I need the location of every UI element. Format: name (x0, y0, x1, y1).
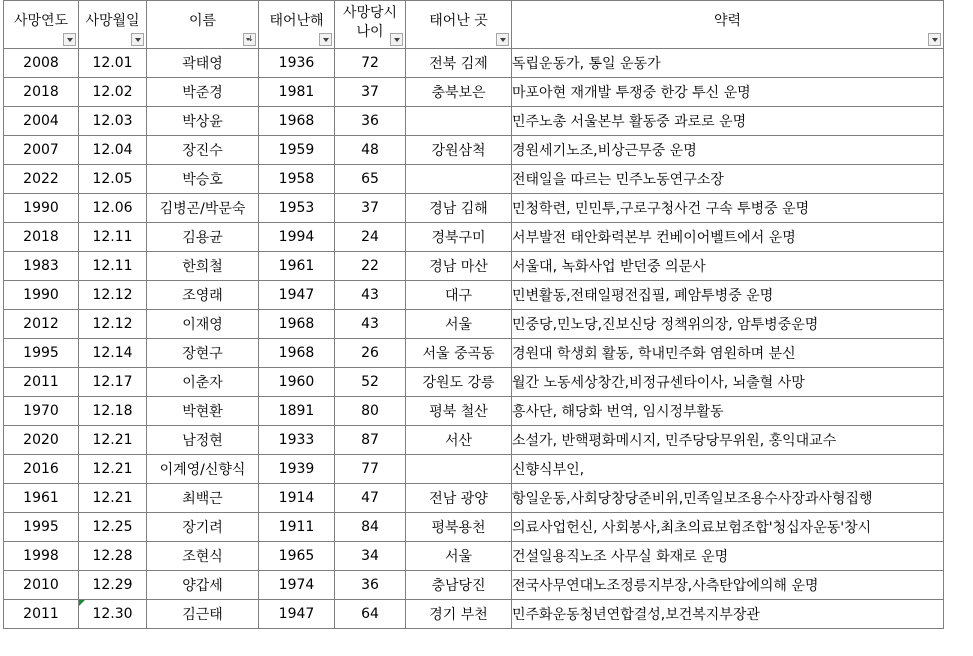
cell-birth[interactable]: 1959 (259, 136, 335, 165)
cell-bio[interactable]: 의료사업헌신, 사회봉사,최초의료보험조합'청십자운동'창시 (512, 513, 944, 542)
cell-year[interactable]: 1995 (4, 339, 79, 368)
cell-year[interactable]: 2011 (4, 368, 79, 397)
cell-birth[interactable]: 1947 (259, 600, 335, 629)
cell-date[interactable]: 12.30 (79, 600, 147, 629)
table-row[interactable] (4, 78, 944, 107)
cell-date[interactable]: 12.14 (79, 339, 147, 368)
cell-name[interactable]: 양갑세 (147, 571, 259, 600)
cell-bio[interactable]: 전태일을 따르는 민주노동연구소장 (512, 165, 944, 194)
cell-date[interactable]: 12.17 (79, 368, 147, 397)
table-row[interactable] (4, 542, 944, 571)
table-row[interactable] (4, 455, 944, 484)
cell-date[interactable]: 12.12 (79, 310, 147, 339)
cell-name[interactable]: 박현환 (147, 397, 259, 426)
cell-birth[interactable]: 1965 (259, 542, 335, 571)
header-date-label: 사망월일 (85, 13, 140, 29)
cell-birth[interactable]: 1968 (259, 310, 335, 339)
cell-age[interactable]: 52 (335, 368, 406, 397)
cell-date[interactable]: 12.21 (79, 426, 147, 455)
cell-name[interactable]: 남정현 (147, 426, 259, 455)
cell-name[interactable]: 김용균 (147, 223, 259, 252)
cell-place[interactable] (406, 107, 512, 136)
cell-bio[interactable]: 민주화운동청년연합결성,보건복지부장관 (512, 600, 944, 629)
header-age[interactable] (335, 1, 406, 49)
table-row[interactable] (4, 223, 944, 252)
table-row[interactable] (4, 252, 944, 281)
cell-bio[interactable]: 경원대 학생회 활동, 학내민주화 염원하며 분신 (512, 339, 944, 368)
table-body (4, 49, 944, 629)
cell-year[interactable]: 1998 (4, 542, 79, 571)
cell-age[interactable]: 48 (335, 136, 406, 165)
filter-dropdown-icon[interactable] (496, 33, 509, 46)
cell-year[interactable]: 1990 (4, 194, 79, 223)
cell-name[interactable]: 박상윤 (147, 107, 259, 136)
table-row[interactable] (4, 571, 944, 600)
cell-bio[interactable]: 신향식부인, (512, 455, 944, 484)
cell-place[interactable]: 대구 (406, 281, 512, 310)
cell-name[interactable]: 박승호 (147, 165, 259, 194)
header-name-label: 이름 (188, 13, 217, 29)
cell-bio[interactable]: 경원세기노조,비상근무중 운명 (512, 136, 944, 165)
cell-age[interactable]: 87 (335, 426, 406, 455)
filter-dropdown-icon[interactable] (319, 33, 332, 46)
cell-year[interactable]: 2007 (4, 136, 79, 165)
cell-age[interactable]: 37 (335, 194, 406, 223)
table-row[interactable] (4, 136, 944, 165)
table-row[interactable] (4, 49, 944, 78)
cell-bio[interactable]: 민변활동,전태일평전집필, 폐암투병중 운명 (512, 281, 944, 310)
filter-dropdown-icon[interactable] (131, 33, 144, 46)
cell-bio[interactable]: 건설일용직노조 사무실 화재로 운명 (512, 542, 944, 571)
cell-date[interactable]: 12.18 (79, 397, 147, 426)
cell-place[interactable]: 충북보은 (406, 78, 512, 107)
cell-birth[interactable]: 1891 (259, 397, 335, 426)
cell-date[interactable]: 12.05 (79, 165, 147, 194)
cell-bio[interactable]: 소설가, 반핵평화메시지, 민주당당무위원, 홍익대교수 (512, 426, 944, 455)
table-row[interactable] (4, 426, 944, 455)
spreadsheet-table (3, 0, 944, 629)
cell-year[interactable]: 1961 (4, 484, 79, 513)
cell-year[interactable]: 2018 (4, 223, 79, 252)
cell-date[interactable]: 12.28 (79, 542, 147, 571)
cell-place[interactable]: 경북구미 (406, 223, 512, 252)
cell-place[interactable]: 경남 마산 (406, 252, 512, 281)
cell-name[interactable]: 이계영/신향식 (147, 455, 259, 484)
cell-birth[interactable]: 1953 (259, 194, 335, 223)
cell-age[interactable]: 26 (335, 339, 406, 368)
cell-birth[interactable]: 1994 (259, 223, 335, 252)
cell-year[interactable]: 2004 (4, 107, 79, 136)
cell-birth[interactable]: 1936 (259, 49, 335, 78)
cell-birth[interactable]: 1947 (259, 281, 335, 310)
cell-age[interactable]: 77 (335, 455, 406, 484)
cell-bio[interactable]: 서울대, 녹화사업 받던중 의문사 (512, 252, 944, 281)
cell-place[interactable]: 경남 김해 (406, 194, 512, 223)
cell-name[interactable]: 한희철 (147, 252, 259, 281)
filter-sort-ascending-icon[interactable]: ↓ (243, 33, 256, 46)
header-name[interactable] (147, 1, 259, 49)
cell-place[interactable] (406, 165, 512, 194)
table-row[interactable] (4, 484, 944, 513)
cell-birth[interactable]: 1974 (259, 571, 335, 600)
cell-place[interactable]: 평북용천 (406, 513, 512, 542)
cell-year[interactable]: 2020 (4, 426, 79, 455)
cell-birth[interactable]: 1981 (259, 78, 335, 107)
cell-age[interactable]: 34 (335, 542, 406, 571)
cell-birth[interactable]: 1960 (259, 368, 335, 397)
cell-date[interactable]: 12.12 (79, 281, 147, 310)
cell-bio[interactable]: 서부발전 태안화력본부 컨베이어벨트에서 운명 (512, 223, 944, 252)
cell-year[interactable]: 2016 (4, 455, 79, 484)
table-row[interactable] (4, 281, 944, 310)
cell-year[interactable]: 2012 (4, 310, 79, 339)
cell-name[interactable]: 김병곤/박문숙 (147, 194, 259, 223)
cell-age[interactable]: 80 (335, 397, 406, 426)
cell-name[interactable]: 장진수 (147, 136, 259, 165)
cell-date[interactable]: 12.29 (79, 571, 147, 600)
cell-birth[interactable]: 1968 (259, 107, 335, 136)
cell-bio[interactable]: 민주노총 서울본부 활동중 과로로 운명 (512, 107, 944, 136)
cell-date[interactable]: 12.03 (79, 107, 147, 136)
cell-age[interactable]: 84 (335, 513, 406, 542)
cell-date[interactable]: 12.11 (79, 223, 147, 252)
cell-date[interactable]: 12.21 (79, 484, 147, 513)
cell-date[interactable]: 12.25 (79, 513, 147, 542)
header-year-label: 사망연도 (13, 13, 69, 29)
cell-age[interactable]: 22 (335, 252, 406, 281)
cell-year[interactable]: 1970 (4, 397, 79, 426)
cell-place[interactable]: 강원삼척 (406, 136, 512, 165)
cell-name[interactable]: 최백근 (147, 484, 259, 513)
header-year[interactable] (4, 1, 79, 49)
table-row[interactable] (4, 107, 944, 136)
cell-bio[interactable]: 독립운동가, 통일 운동가 (512, 49, 944, 78)
cell-place[interactable]: 경기 부천 (406, 600, 512, 629)
cell-place[interactable]: 전북 김제 (406, 49, 512, 78)
cell-year[interactable]: 2008 (4, 49, 79, 78)
cell-place[interactable] (406, 455, 512, 484)
header-place-label: 태어난 곳 (429, 13, 488, 29)
cell-year[interactable]: 1995 (4, 513, 79, 542)
cell-place[interactable]: 서산 (406, 426, 512, 455)
cell-year[interactable]: 2010 (4, 571, 79, 600)
cell-date[interactable]: 12.02 (79, 78, 147, 107)
cell-birth[interactable]: 1933 (259, 426, 335, 455)
cell-bio[interactable]: 민중당,민노당,진보신당 정책위의장, 암투병중운명 (512, 310, 944, 339)
cell-name[interactable]: 이춘자 (147, 368, 259, 397)
header-birth-label: 태어난해 (269, 13, 324, 29)
cell-bio[interactable]: 마포아현 재개발 투쟁중 한강 투신 운명 (512, 78, 944, 107)
cell-name[interactable]: 조현식 (147, 542, 259, 571)
header-bio-label: 약력 (713, 13, 742, 29)
filter-dropdown-icon[interactable] (390, 33, 403, 46)
cell-place[interactable]: 서울 (406, 542, 512, 571)
cell-year[interactable]: 2011 (4, 600, 79, 629)
cell-age[interactable]: 43 (335, 281, 406, 310)
cell-age[interactable]: 43 (335, 310, 406, 339)
cell-bio[interactable]: 전국사무연대노조정릉지부장,사측탄압에의해 운명 (512, 571, 944, 600)
header-age-label-line1: 사망당시 (342, 4, 398, 21)
cell-birth[interactable]: 1911 (259, 513, 335, 542)
cell-name[interactable]: 장현구 (147, 339, 259, 368)
cell-place[interactable]: 강원도 강릉 (406, 368, 512, 397)
cell-place[interactable]: 전남 광양 (406, 484, 512, 513)
cell-name[interactable]: 장기려 (147, 513, 259, 542)
cell-year[interactable]: 2022 (4, 165, 79, 194)
header-date[interactable] (79, 1, 147, 49)
cell-birth[interactable]: 1939 (259, 455, 335, 484)
cell-year[interactable]: 2018 (4, 78, 79, 107)
header-row (4, 1, 944, 49)
cell-birth[interactable]: 1968 (259, 339, 335, 368)
table-row[interactable] (4, 194, 944, 223)
cell-bio[interactable]: 민청학련, 민민투,구로구청사건 구속 투병중 운명 (512, 194, 944, 223)
cell-date[interactable]: 12.06 (79, 194, 147, 223)
filter-dropdown-icon[interactable] (63, 33, 76, 46)
table-row[interactable] (4, 513, 944, 542)
cell-name[interactable]: 박준경 (147, 78, 259, 107)
cell-age[interactable]: 37 (335, 78, 406, 107)
table-row[interactable] (4, 600, 944, 629)
cell-place[interactable]: 서울 중곡동 (406, 339, 512, 368)
cell-name[interactable]: 곽태영 (147, 49, 259, 78)
cell-age[interactable]: 36 (335, 571, 406, 600)
cell-bio[interactable]: 흥사단, 해당화 번역, 임시정부활동 (512, 397, 944, 426)
cell-bio[interactable]: 월간 노동세상창간,비정규센타이사, 뇌출혈 사망 (512, 368, 944, 397)
cell-date[interactable]: 12.21 (79, 455, 147, 484)
cell-bio[interactable]: 항일운동,사회당창당준비위,민족일보조용수사장과사형집행 (512, 484, 944, 513)
table-row[interactable] (4, 165, 944, 194)
header-place[interactable] (406, 1, 512, 49)
table-row[interactable] (4, 397, 944, 426)
cell-place[interactable]: 평북 철산 (406, 397, 512, 426)
cell-age[interactable]: 65 (335, 165, 406, 194)
cell-age[interactable]: 24 (335, 223, 406, 252)
cell-name[interactable]: 김근태 (147, 600, 259, 629)
cell-name[interactable]: 이재영 (147, 310, 259, 339)
header-age-label-line2: 나이 (356, 23, 384, 40)
table-row[interactable] (4, 310, 944, 339)
table-row[interactable] (4, 339, 944, 368)
header-bio[interactable] (512, 1, 944, 49)
cell-date[interactable]: 12.04 (79, 136, 147, 165)
cell-birth[interactable]: 1958 (259, 165, 335, 194)
header-birth[interactable] (259, 1, 335, 49)
table-row[interactable] (4, 368, 944, 397)
cell-place[interactable]: 서울 (406, 310, 512, 339)
cell-place[interactable]: 충남당진 (406, 571, 512, 600)
cell-year[interactable]: 1983 (4, 252, 79, 281)
cell-name[interactable]: 조영래 (147, 281, 259, 310)
cell-age[interactable]: 36 (335, 107, 406, 136)
cell-date[interactable]: 12.11 (79, 252, 147, 281)
cell-age[interactable]: 64 (335, 600, 406, 629)
cell-birth[interactable]: 1961 (259, 252, 335, 281)
cell-age[interactable]: 47 (335, 484, 406, 513)
filter-dropdown-icon[interactable] (928, 33, 941, 46)
cell-date[interactable]: 12.01 (79, 49, 147, 78)
cell-year[interactable]: 1990 (4, 281, 79, 310)
cell-age[interactable]: 72 (335, 49, 406, 78)
cell-birth[interactable]: 1914 (259, 484, 335, 513)
